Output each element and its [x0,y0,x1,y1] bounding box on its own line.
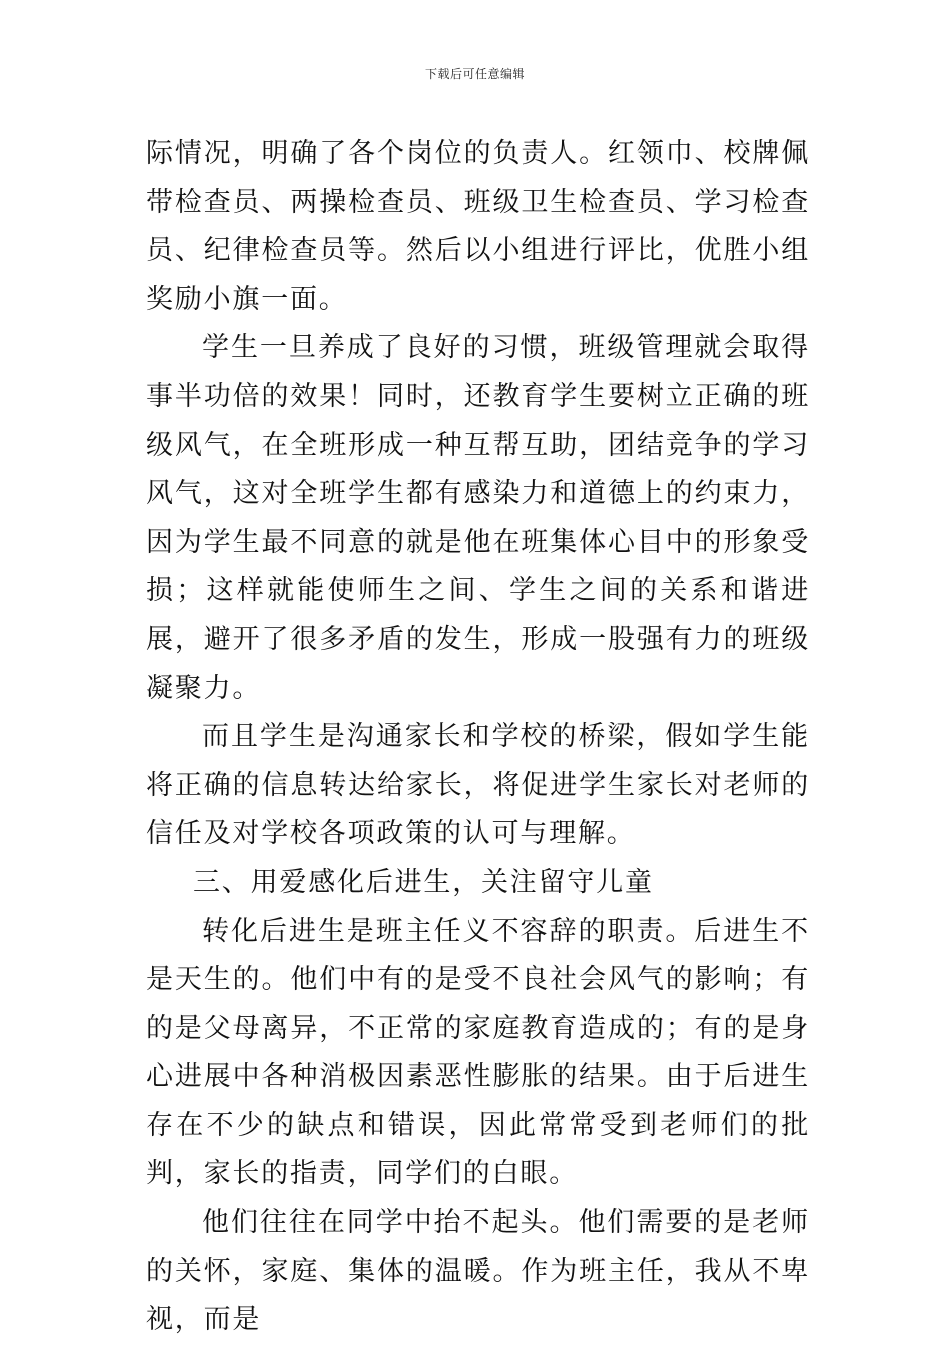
page-header: 下载后可任意编辑 [424,67,525,81]
document-body [146,130,810,1345]
section-heading: 三、用爱感化后进生，关注留守儿童 [193,866,654,898]
paragraph-class-atmosphere: 学生一旦养成了良好的习惯，班级管理就会取得事半功倍的效果！同时，还教育学生要树立正确的班级风气，在全班形成一种互帮互助，团结竞争的学习风气，这对全班学生都有感染力和道德上的约束力，因为学生最不同意的就是他在班集体心目中的形象受损；这样就能使师生之间、学生之间的关系和谐进展，避开了很多矛盾的发生，形成一股强有力的班级凝聚力。 [146,332,810,704]
paragraph-backward-students: 转化后进生是班主任义不容辞的职责。后进生不是天生的。他们中有的是受不良社会风气的影响；有的是父母离异，不正常的家庭教育造成的；有的是身心进展中各种消极因素恶性膨胀的结果。由于后进生存在不少的缺点和错误，因此常常受到老师们的批判，家长的指责，同学们的白眼。 [146,915,810,1190]
paragraph-parent-bridge: 而且学生是沟通家长和学校的桥梁，假如学生能将正确的信息转达给家长，将促进学生家长对老师的信任及对学校各项政策的认可与理解。 [146,721,810,850]
paragraph-care-needed: 他们往往在同学中抬不起头。他们需要的是老师的关怀，家庭、集体的温暖。作为班主任，我从不卑视，而是 [146,1207,810,1336]
paragraph-continuation: 际情况，明确了各个岗位的负责人。红领巾、校牌佩带检查员、两操检查员、班级卫生检查员、学习检查员、纪律检查员等。然后以小组进行评比，优胜小组奖励小旗一面。 [146,138,810,315]
